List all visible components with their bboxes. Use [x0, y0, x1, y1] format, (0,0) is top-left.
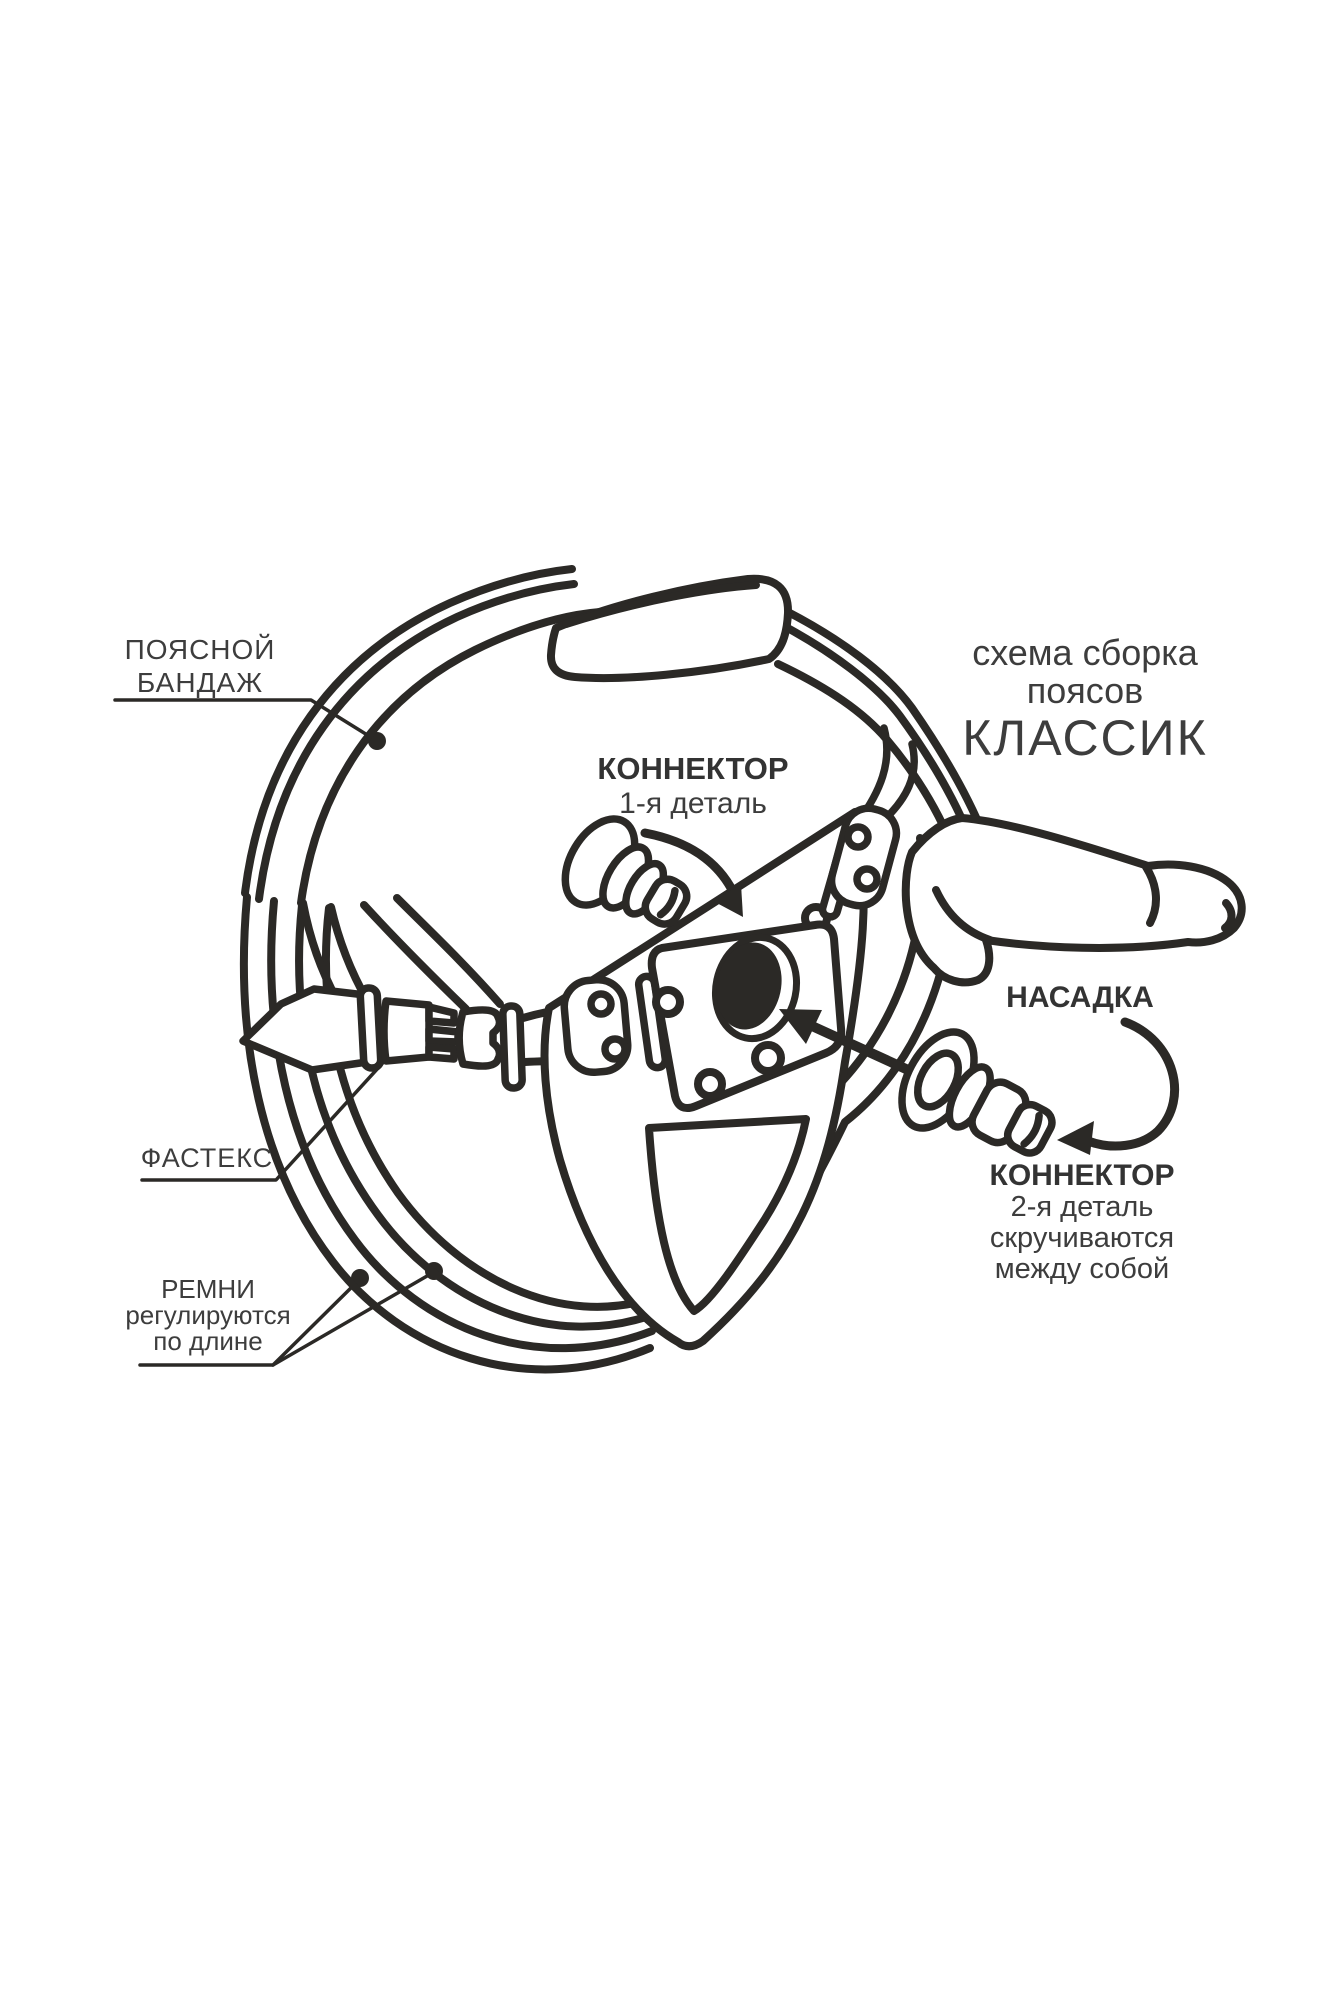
waistband-label-line2: БАНДАЖ — [136, 667, 264, 698]
arrow-attachment-to-connector2 — [1057, 1022, 1175, 1155]
straps-label — [100, 1276, 316, 1354]
connector2-label-title: КОННЕКТОР — [989, 1159, 1175, 1192]
waistband-label-line1: ПОЯСНОЙ — [124, 634, 276, 665]
fastex-female — [459, 1010, 499, 1066]
straps-label-line2: регулируются — [125, 1300, 291, 1330]
attachment-label — [930, 981, 1230, 1016]
connector1-label-subtitle: 1-я деталь — [619, 787, 767, 820]
attachment-drawing — [906, 818, 1242, 982]
straps-label-line3: по длине — [153, 1326, 263, 1356]
fastex-label-title: ФАСТЕКС — [140, 1143, 274, 1173]
fastex-keeper-1 — [360, 988, 381, 1069]
straps-label-line1: РЕМНИ — [161, 1274, 255, 1304]
attachment-label-title: НАСАДКА — [1006, 981, 1154, 1014]
connector1-label — [543, 751, 843, 821]
title-line2: поясов — [1026, 670, 1144, 711]
title-line3: КЛАССИК — [962, 710, 1208, 766]
waistband-pad — [551, 579, 788, 678]
strap-end-flag — [243, 989, 374, 1070]
fastex-label — [117, 1143, 297, 1174]
connector1-label-title: КОННЕКТОР — [597, 751, 789, 786]
page-title — [900, 634, 1270, 766]
waistband-label — [98, 633, 302, 699]
title-line1: схема сборка — [972, 632, 1198, 673]
connector2-label-line3: скручиваются — [989, 1222, 1175, 1254]
connector2-label-line2: 2-я деталь — [1010, 1191, 1154, 1223]
fastex-keeper-2 — [503, 1006, 523, 1089]
connector2-label-line4: между собой — [994, 1253, 1170, 1285]
connector2-label — [932, 1159, 1232, 1285]
fastex-male — [384, 1001, 429, 1061]
left-strap-plate — [562, 975, 666, 1074]
